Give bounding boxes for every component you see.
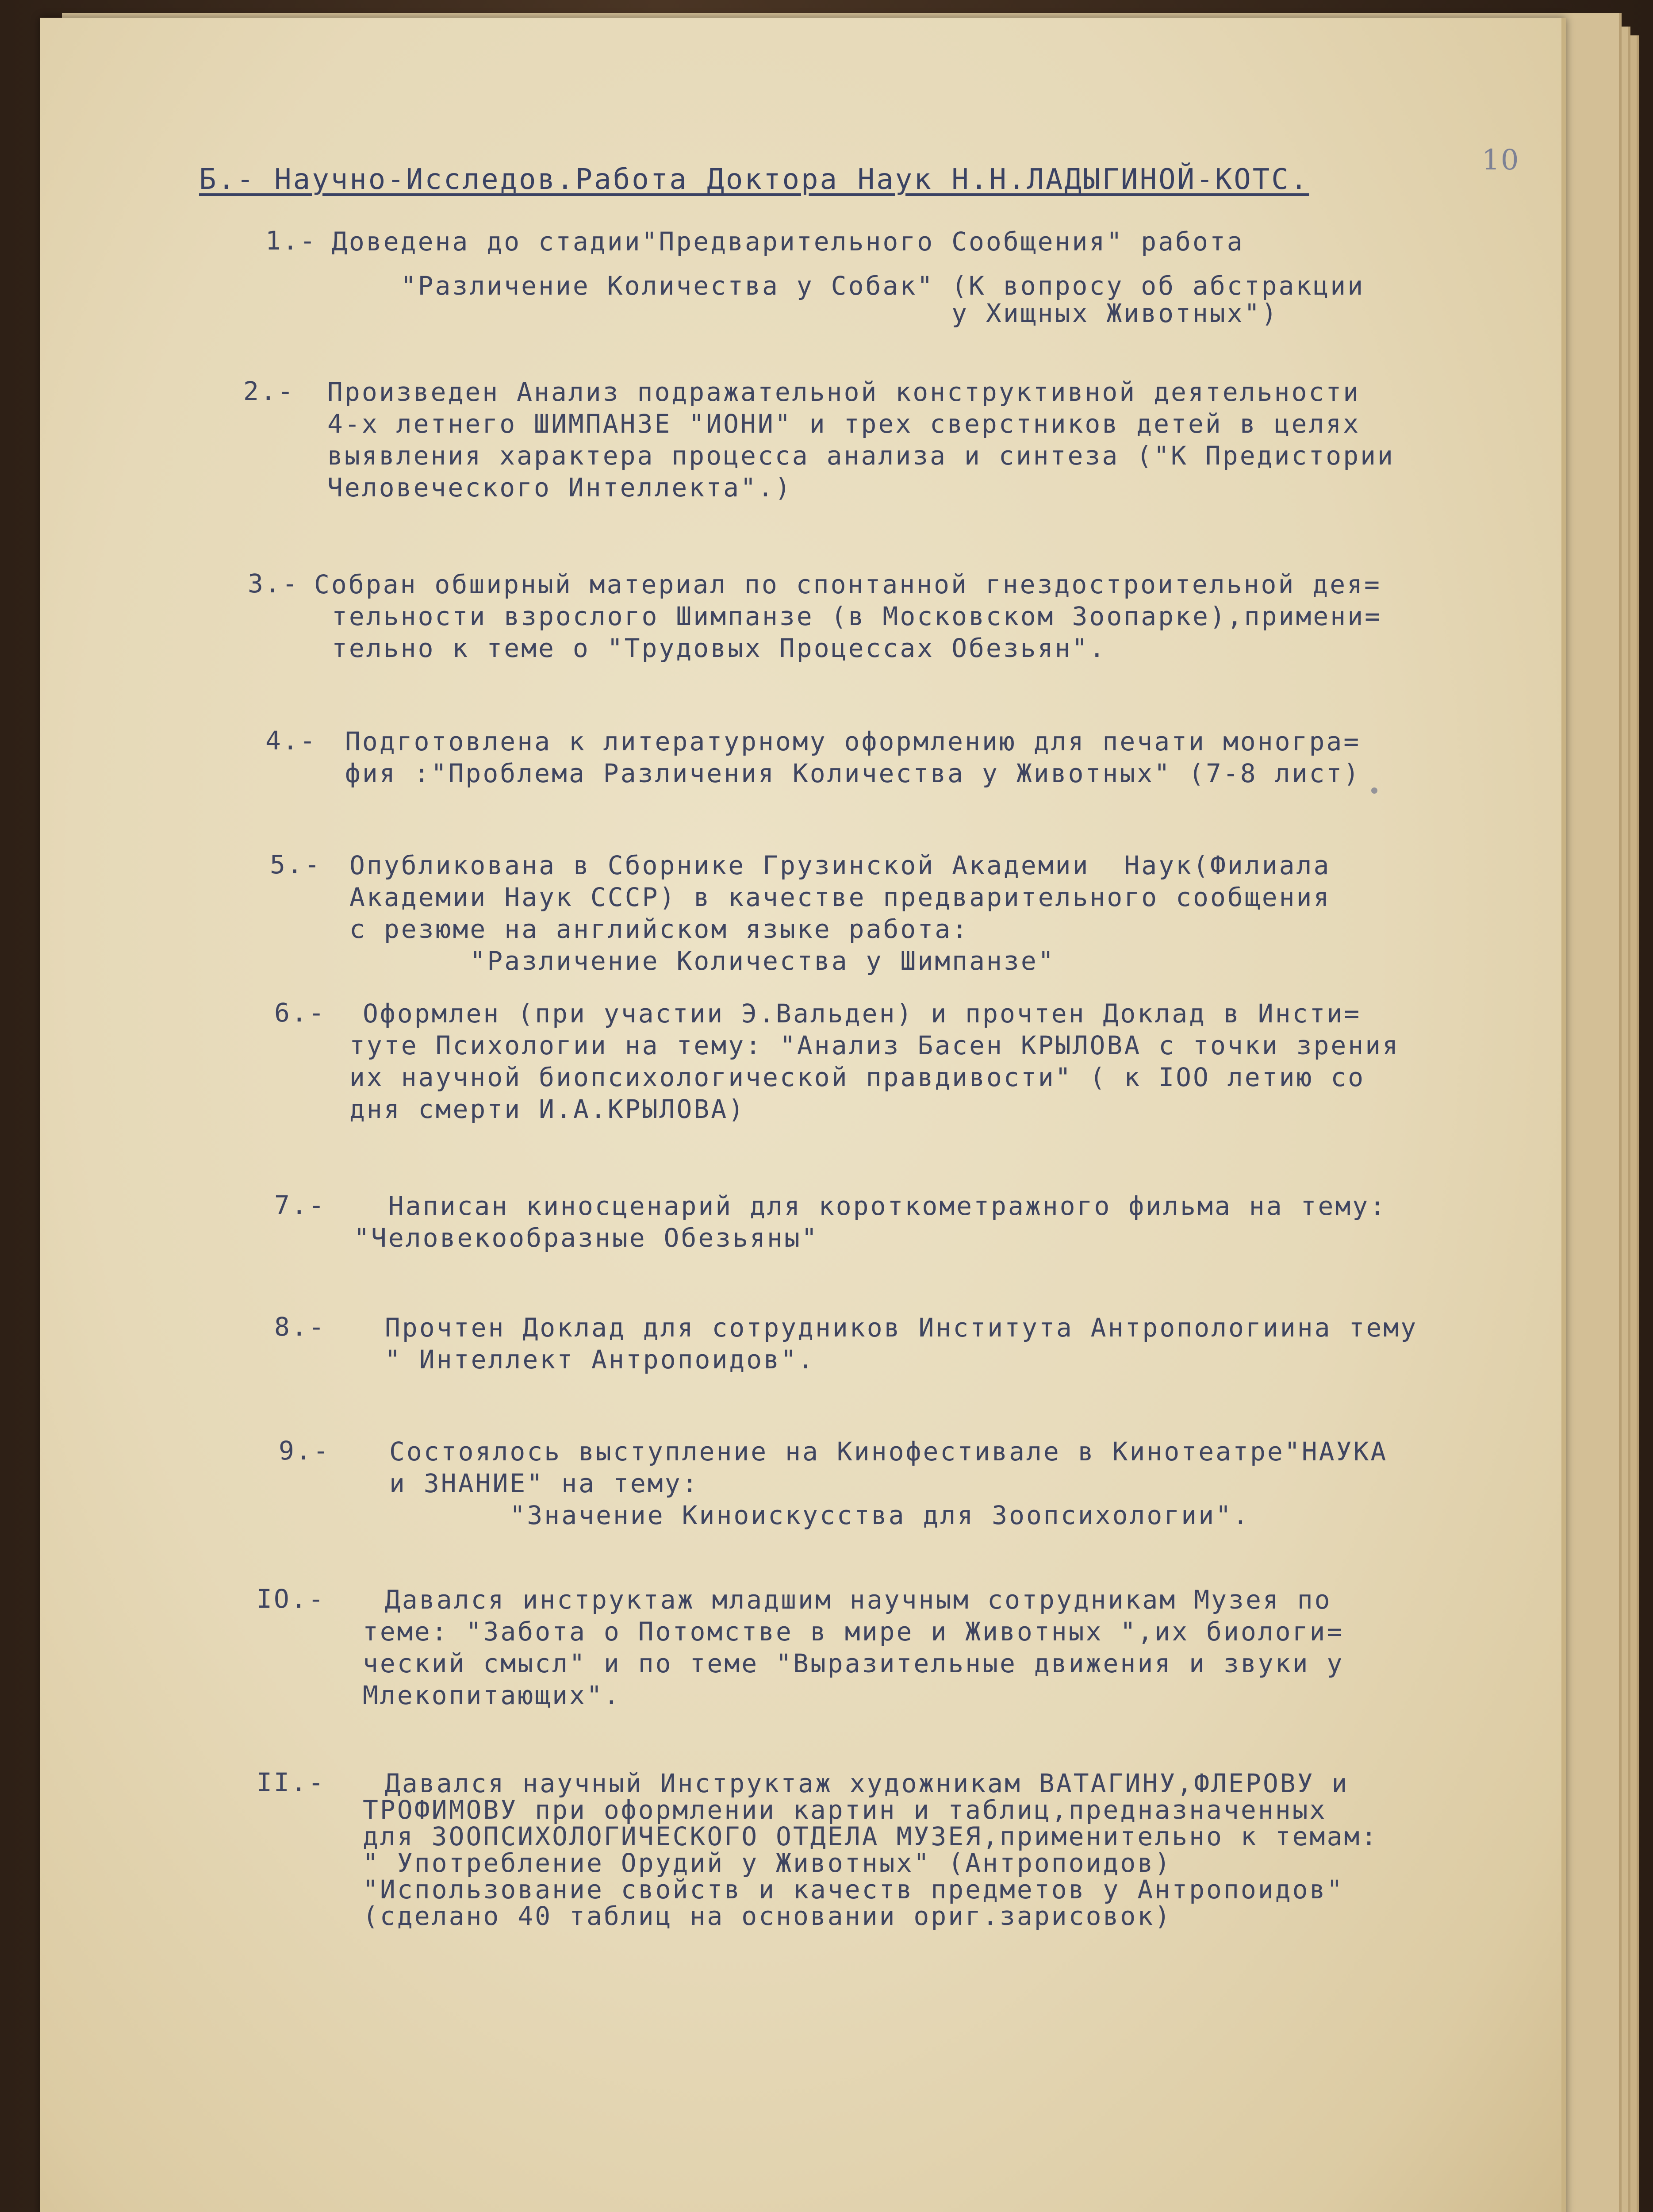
- item-line: ческий смысл" и по теме "Выразительные движения и звуки у: [363, 1648, 1344, 1678]
- item-line: фия :"Проблема Различения Количества у Животных" (7-8 лист): [345, 758, 1361, 788]
- item-line: Академии Наук СССР) в качестве предварительного сообщения: [349, 882, 1331, 912]
- item-line: их научной биопсихологической правдивости" ( к IOO летию со: [349, 1062, 1365, 1092]
- item-line: Человеческого Интеллекта".): [327, 472, 792, 503]
- item-line: Давался инструктаж младшим научным сотрудникам Музея по: [385, 1585, 1332, 1615]
- item-number: IO.-: [257, 1584, 326, 1614]
- item-number: 8.-: [274, 1312, 326, 1342]
- item-line: "Значение Киноискусства для Зоопсихологии".: [389, 1500, 1250, 1530]
- item-line: (сделано 40 таблиц на основании ориг.зарисовок): [363, 1901, 1172, 1931]
- item-line: Написан киносценарий для короткометражного фильма на тему:: [354, 1191, 1387, 1221]
- item-line: для ЗООПСИХОЛОГИЧЕСКОГО ОТДЕЛА МУЗЕЯ,применительно к темам:: [363, 1821, 1379, 1851]
- item-line: Собран обширный материал по спонтанной гнездостроительной дея=: [314, 569, 1381, 599]
- item-line: "Различение Количества у Собак" (К вопросу об абстракции: [332, 271, 1365, 301]
- item-line: тельности взрослого Шимпанзе (в Московском Зоопарке),примени=: [332, 601, 1382, 631]
- item-line: "Различение Количества у Шимпанзе": [349, 946, 1055, 976]
- item-line: Опубликована в Сборнике Грузинской Академии Наук(Филиала: [349, 850, 1331, 880]
- item-number: 1.-: [265, 226, 317, 256]
- item-number: 9.-: [279, 1436, 330, 1466]
- item-line: туте Психологии на тему: "Анализ Басен КРЫЛОВА с точки зрения: [349, 1030, 1400, 1060]
- item-line: и ЗНАНИЕ" на тему:: [389, 1468, 699, 1498]
- item-line: выявления характера процесса анализа и синтеза ("К Предистории: [327, 441, 1395, 471]
- document-page: [40, 18, 1566, 2212]
- item-line: у Хищных Животных"): [332, 298, 1279, 328]
- item-line: с резюме на английском языке работа:: [349, 914, 970, 944]
- item-number: 6.-: [274, 998, 326, 1028]
- item-line: "Использование свойств и качеств предметов у Антропоидов": [363, 1874, 1344, 1905]
- item-line: " Интеллект Антропоидов".: [385, 1344, 815, 1375]
- ink-speck: [1371, 787, 1377, 794]
- item-line: Давался научный Инструктаж художникам ВАТАГИНУ,ФЛЕРОВУ и: [385, 1768, 1349, 1798]
- item-line: Прочтен Доклад для сотрудников Института Антропологиина тему: [385, 1313, 1418, 1343]
- item-number: 3.-: [248, 568, 299, 599]
- item-number: II.-: [257, 1767, 326, 1797]
- item-number: 2.-: [243, 376, 295, 406]
- item-number: 4.-: [265, 726, 317, 756]
- item-line: ТРОФИМОВУ при оформлении картин и таблиц,предназначенных: [363, 1795, 1327, 1825]
- page-number: 10: [1482, 144, 1520, 177]
- item-line: Доведена до стадии"Предварительного Сообщения" работа: [332, 227, 1244, 257]
- item-line: 4-х летнего ШИМПАНЗЕ "ИОНИ" и трех сверстников детей в целях: [327, 409, 1361, 439]
- item-line: Подготовлена к литературному оформлению для печати моногра=: [345, 726, 1361, 757]
- item-line: дня смерти И.А.КРЫЛОВА): [349, 1094, 746, 1124]
- item-number: 7.-: [274, 1190, 326, 1220]
- item-number: 5.-: [270, 849, 322, 879]
- item-line: Млекопитающих".: [363, 1680, 621, 1710]
- item-line: Состоялось выступление на Кинофестивале в Кинотеатре"НАУКА: [389, 1436, 1388, 1467]
- item-line: теме: "Забота о Потомстве в мире и Животных ",их биологи=: [363, 1617, 1344, 1647]
- item-line: тельно к теме о "Трудовых Процессах Обезьян".: [332, 633, 1107, 663]
- section-heading: Б.- Научно-Исследов.Работа Доктора Наук Н.Н.ЛАДЫГИНОЙ-КОТС.: [199, 163, 1309, 196]
- item-line: Произведен Анализ подражательной конструктивной деятельности: [327, 377, 1361, 407]
- item-line: " Употребление Орудий у Животных" (Антропоидов): [363, 1848, 1172, 1878]
- item-line: Оформлен (при участии Э.Вальден) и прочтен Доклад в Инсти=: [363, 998, 1362, 1029]
- item-line: "Человекообразные Обезьяны": [354, 1223, 819, 1253]
